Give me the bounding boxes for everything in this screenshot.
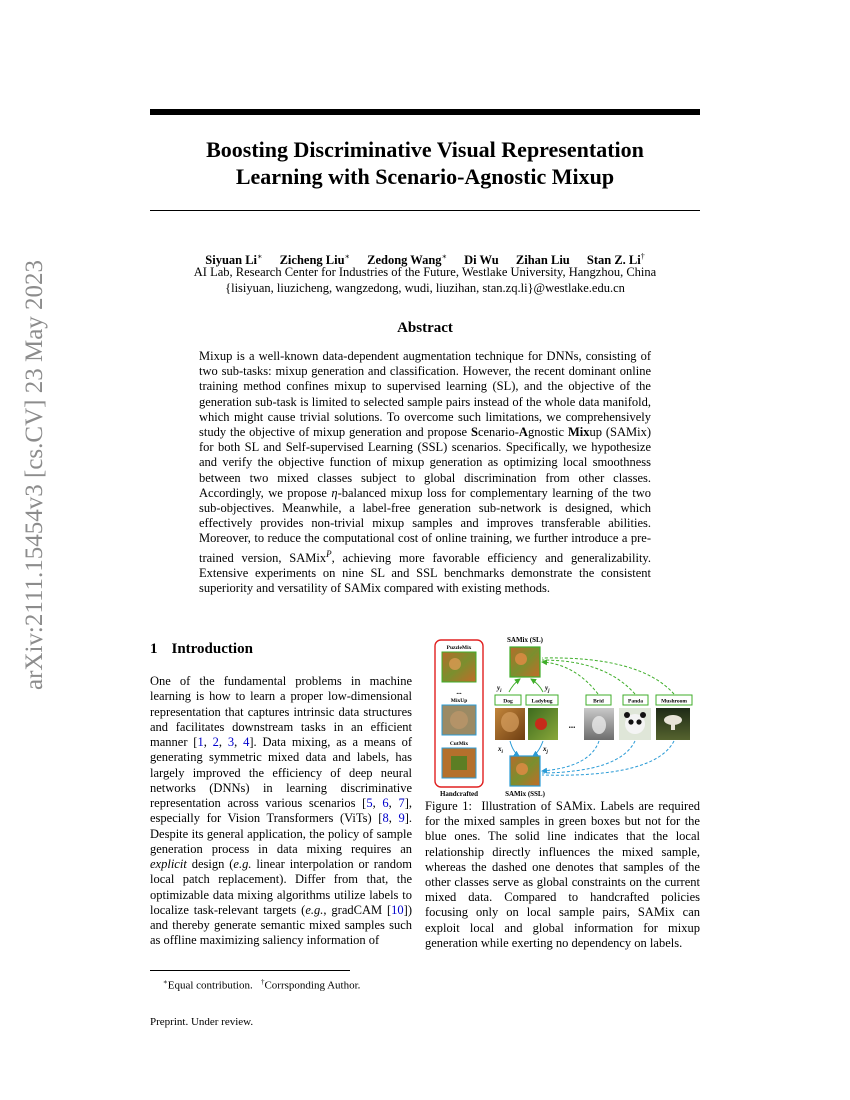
citation-link[interactable]: 5 bbox=[366, 796, 373, 810]
arxiv-stamp: arXiv:2111.15454v3 [cs.CV] 23 May 2023 bbox=[21, 259, 48, 690]
arrow-xi-to-ssl bbox=[510, 741, 519, 756]
citation-link[interactable]: 4 bbox=[243, 735, 250, 749]
title-line-1: Boosting Discriminative Visual Representation bbox=[206, 137, 644, 162]
green-dashed-brid bbox=[542, 662, 598, 694]
cutmix-label: CutMix bbox=[449, 741, 469, 747]
citation-link[interactable]: 1 bbox=[197, 735, 204, 749]
caption-label: Figure 1: bbox=[425, 799, 473, 813]
citation-link[interactable]: 2 bbox=[212, 735, 219, 749]
abstract-heading: Abstract bbox=[397, 320, 453, 336]
arrow-yi-to-sl bbox=[509, 679, 520, 692]
blue-dashed-brid bbox=[542, 741, 599, 771]
citation-link[interactable]: 3 bbox=[227, 735, 235, 749]
blue-dashed-panda bbox=[542, 741, 635, 773]
citation-link[interactable]: 7 bbox=[398, 796, 405, 810]
blue-dashed-mushroom bbox=[542, 741, 674, 775]
title-line-2: Learning with Scenario-Agnostic Mixup bbox=[235, 164, 615, 189]
preprint-note: Preprint. Under review. bbox=[150, 1016, 254, 1028]
handcrafted-ellipsis: ... bbox=[456, 688, 462, 696]
green-dashed-mushroom bbox=[542, 658, 674, 694]
affiliation: AI Lab, Research Center for Industries of the Future, Westlake University, Hangzhou, China bbox=[193, 265, 657, 279]
footnote-rule bbox=[150, 970, 350, 971]
intro-paragraph: One of the fundamental problems in machine learning is how to learn a proper low-dimensional representation that captures intrinsic data structures and facilitates downstream tasks in an efficient manner [1, 2, 3, 4]. Data mixing, as a means of generating symmetric mixed data and labels, has largely improved the efficiency of deep neural networks (DNNs) in learning discriminative representation across various scenarios [5, 6, 7], especially for Vision Transformers (ViTs) [8, 9]. Despite its general application, the policy of sample generation process in data mixing requires an explicit design (e.g. linear interpolation or random local patch replacement). Differ from that, the optimizable data mixing algorithms utilize labels to localize task-relevant targets (e.g., gradCAM [10]) and thereby generate semantic mixed samples such as offline maximizing saliency information of bbox=[150, 674, 413, 948]
y-i-label: $y_i$ bbox=[497, 684, 502, 694]
paper-title bbox=[150, 136, 700, 190]
abstract-body: Mixup is a well-known data-dependent augmentation technique for DNNs, consisting of two sub-tasks: mixup generation and classification. However, the recent dominant online training method confines mixup to supervised learning (SL), and the objective of the generation sub-task is limited to selected sample pairs instead of the whole data manifold, which might cause trivial solutions. To overcome such limitations, we comprehensively study the objective of mixup generation and propose Scenario-Agnostic Mixup (SAMix) for both SL and Self-supervised Learning (SSL) scenarios. Specifically, we hypothesize and verify the objective function of mixup generation as optimizing local smoothness between two mixed classes subject to global discrimination from other classes. Accordingly, we propose η-balanced mixup loss for complementary learning of the two sub-objectives. Meanwhile, a label-free generation sub-network is designed, which effectively provides non-trivial mixup samples and improves transferable abilities. Moreover, to reduce the computational cost of online training, we further introduce a pre-trained version, SAMix$^P$, achieving more favorable efficiency and generalizability. Extensive experiments on nine SL and SSL benchmarks demonstrate the consistent superiority and versatility of SAMix compared with existing methods. bbox=[199, 349, 651, 596]
x-j-label: $x_j$ bbox=[543, 745, 548, 755]
citation-link[interactable]: 10 bbox=[391, 902, 404, 917]
footnote: ∗Equal contribution. †Corrsponding Author. bbox=[163, 978, 361, 992]
citation-link[interactable]: 6 bbox=[382, 796, 389, 810]
caption-text: Illustration of SAMix. Labels are required for the mixed samples in green boxes but not for the blue ones. The solid line indicates that the local relationship directly influences the mixed sample, whereas the dashed one denotes that samples of the other classes serve as global constraints on the current mixed data. Compared to handcrafted policies focusing only on local sample pairs, SAMix can exploit local and global information for mixup generation while exerting no dependency on labels. bbox=[425, 799, 701, 950]
author: Zicheng Liu∗ bbox=[279, 252, 350, 268]
author: Zedong Wang∗ bbox=[367, 252, 447, 268]
author: Stan Z. Li† bbox=[586, 252, 645, 268]
mushroom-label: Mushroom bbox=[661, 698, 687, 705]
panda-label: Panda bbox=[628, 698, 643, 705]
x-i-label: $x_i$ bbox=[498, 745, 503, 755]
samix-sl-label: SAMix (SL) bbox=[507, 636, 543, 644]
author: Siyuan Li∗ bbox=[205, 252, 263, 268]
ladybug-label: Ladybug bbox=[531, 698, 553, 705]
figure-1 bbox=[425, 632, 705, 800]
arrow-yj-to-sl bbox=[531, 679, 543, 692]
puzzlemix-label: PuzzleMix bbox=[446, 645, 472, 651]
arrow-xj-to-ssl bbox=[533, 741, 543, 756]
title-top-rule bbox=[150, 109, 700, 115]
mixup-label: MixUp bbox=[450, 698, 468, 704]
citation-link[interactable]: 8 bbox=[382, 811, 389, 826]
author: Di Wu bbox=[464, 253, 499, 268]
citation-link[interactable]: 9 bbox=[398, 811, 405, 826]
affiliation-block bbox=[150, 264, 700, 296]
emails: {lisiyuan, liuzicheng, wangzedong, wudi, liuzihan, stan.zq.li}@westlake.edu.cn bbox=[225, 281, 625, 295]
title-bottom-rule bbox=[150, 210, 700, 211]
figure-caption bbox=[425, 799, 700, 951]
author: Zihan Liu bbox=[515, 253, 570, 268]
row-ellipsis: ... bbox=[568, 720, 576, 730]
brid-label: Brid bbox=[593, 698, 604, 705]
section-heading: 1 Introduction bbox=[150, 641, 253, 657]
dog-label: Dog bbox=[503, 698, 513, 705]
handcrafted-label: Handcrafted bbox=[439, 790, 479, 798]
y-j-label: $y_j$ bbox=[545, 684, 550, 694]
samix-ssl-label: SAMix (SSL) bbox=[505, 790, 545, 798]
